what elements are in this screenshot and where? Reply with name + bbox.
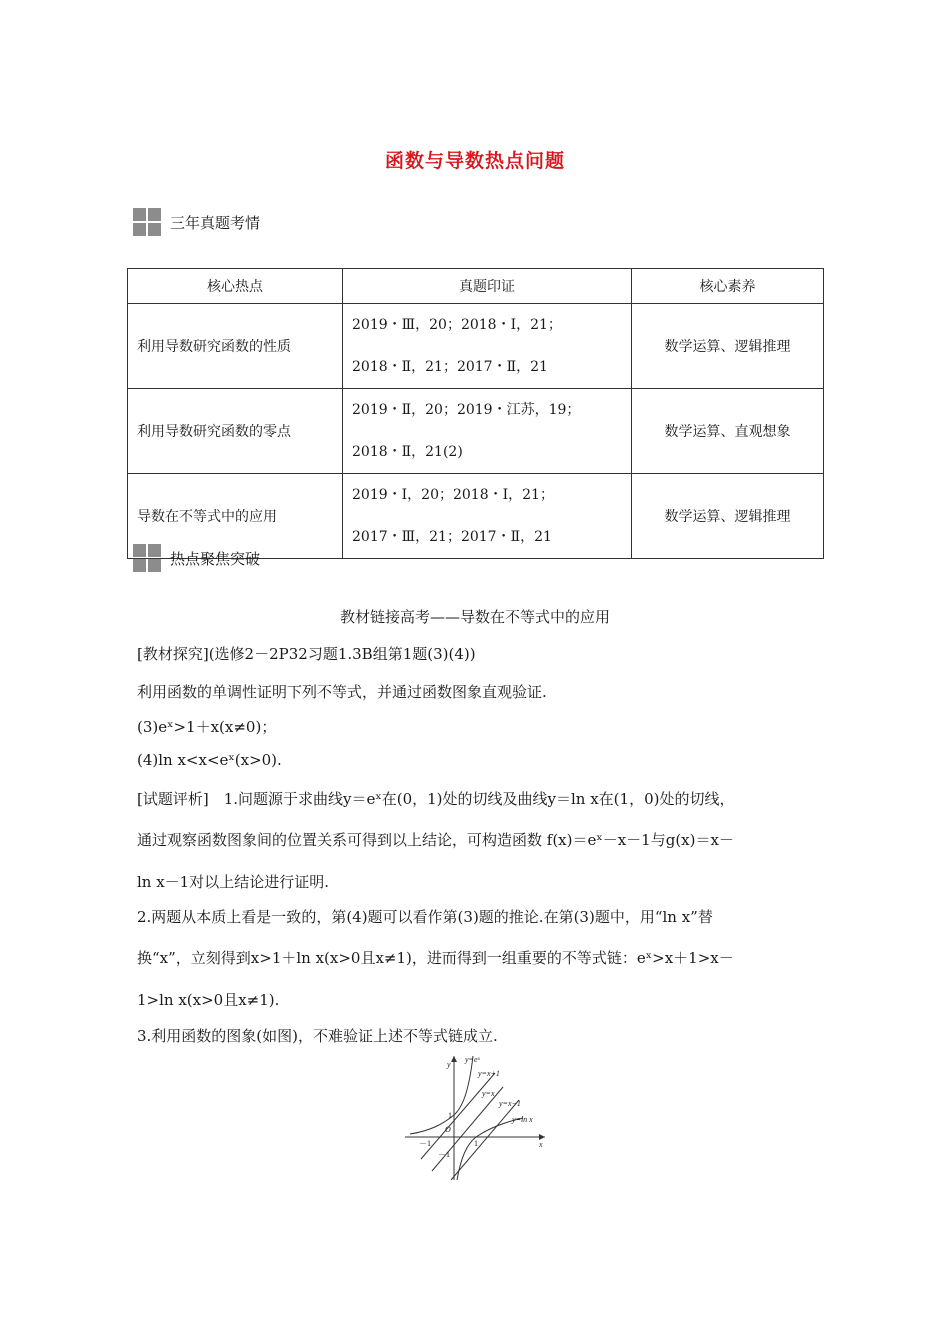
line-x-plus-1 xyxy=(421,1073,495,1159)
label-one-x: 1 xyxy=(474,1139,478,1148)
text-line: (4)ln x<x<eˣ(x>0). xyxy=(137,751,282,769)
text-line: 3.利用函数的图象(如图)，不难验证上述不等式链成立. xyxy=(137,1027,498,1045)
text-line: 换“x”，立刻得到x>1＋ln x(x>0且x≠1)，进而得到一组重要的不等式链：eˣ>x＋1>x－ xyxy=(137,949,734,967)
table-header-row xyxy=(128,269,824,304)
header-skill: 核心素养 xyxy=(632,269,824,304)
header-source: 真题印证 xyxy=(343,269,632,304)
grid-block-icon xyxy=(133,544,161,572)
text-line: [教材探究](选修2－2P32习题1.3B组第1题(3)(4)) xyxy=(137,645,476,663)
text-line: 1>ln x(x>0且x≠1). xyxy=(137,991,280,1009)
label-origin: O xyxy=(445,1125,451,1134)
source-line: 2018・Ⅱ，21(2) xyxy=(352,444,463,460)
y-axis-arrow-icon xyxy=(451,1056,457,1062)
label-line-x-plus-1: y=x+1 xyxy=(478,1069,500,1078)
curve-ln xyxy=(457,1118,523,1180)
section-heading-hotspot-focus xyxy=(133,544,260,572)
label-neg-one-x: －1 xyxy=(419,1139,431,1148)
section-label: 三年真题考情 xyxy=(170,213,261,232)
cell-topic: 导数在不等式中的应用 xyxy=(128,474,343,559)
source-line: 2018・Ⅱ，21；2017・Ⅱ，21 xyxy=(352,359,548,375)
hotspot-table xyxy=(127,268,824,559)
label-line-x: y=x xyxy=(482,1089,495,1098)
label-line-x-minus-1: y=x−1 xyxy=(499,1099,521,1108)
source-line: 2019・Ⅱ，20；2019・江苏，19； xyxy=(352,402,581,418)
cell-source xyxy=(343,474,632,559)
source-line: 2019・Ⅰ，20；2018・Ⅰ，21； xyxy=(352,487,554,503)
label-y-axis: y xyxy=(447,1060,451,1069)
source-line: 2017・Ⅲ，21；2017・Ⅱ，21 xyxy=(352,529,552,545)
cell-source xyxy=(343,304,632,389)
table-row xyxy=(128,304,824,389)
text-line: 通过观察函数图象间的位置关系可得到以上结论，可构造函数 f(x)＝eˣ－x－1与g(x)＝x－ xyxy=(137,831,734,849)
source-line: 2019・Ⅲ，20；2018・Ⅰ，21； xyxy=(352,317,562,333)
page-title: 函数与导数热点问题 xyxy=(384,150,565,172)
text-line: ln x－1对以上结论进行证明. xyxy=(137,873,329,891)
cell-source xyxy=(343,389,632,474)
cell-topic: 利用导数研究函数的性质 xyxy=(128,304,343,389)
cell-topic: 利用导数研究函数的零点 xyxy=(128,389,343,474)
cell-skill: 数学运算、直观想象 xyxy=(632,389,824,474)
table-row xyxy=(128,389,824,474)
grid-block-icon xyxy=(133,208,161,236)
label-x-axis: x xyxy=(539,1140,543,1149)
function-graph-figure xyxy=(405,1052,550,1182)
label-one-y: 1 xyxy=(448,1111,452,1120)
text-line: 利用函数的单调性证明下列不等式，并通过函数图象直观验证. xyxy=(137,683,547,701)
curve-exp xyxy=(410,1056,473,1134)
text-line: 2.两题从本质上看是一致的，第(4)题可以看作第(3)题的推论.在第(3)题中，用“ln x”替 xyxy=(137,908,713,926)
text-line: (3)eˣ>1＋x(x≠0)； xyxy=(137,718,277,736)
cell-skill: 数学运算、逻辑推理 xyxy=(632,474,824,559)
label-neg-one-y: －1 xyxy=(438,1150,450,1159)
label-curve-exp: y=eˣ xyxy=(465,1055,480,1064)
header-topic: 核心热点 xyxy=(128,269,343,304)
text-line: [试题评析] 1.问题源于求曲线y＝eˣ在(0，1)处的切线及曲线y＝ln x在(1，0)处的切线， xyxy=(137,790,735,808)
subsection-title: 教材链接高考——导数在不等式中的应用 xyxy=(339,608,610,626)
section-heading-exam-history xyxy=(133,208,260,236)
section-label: 热点聚焦突破 xyxy=(170,549,261,568)
cell-skill: 数学运算、逻辑推理 xyxy=(632,304,824,389)
label-curve-ln: y=ln x xyxy=(512,1115,533,1124)
